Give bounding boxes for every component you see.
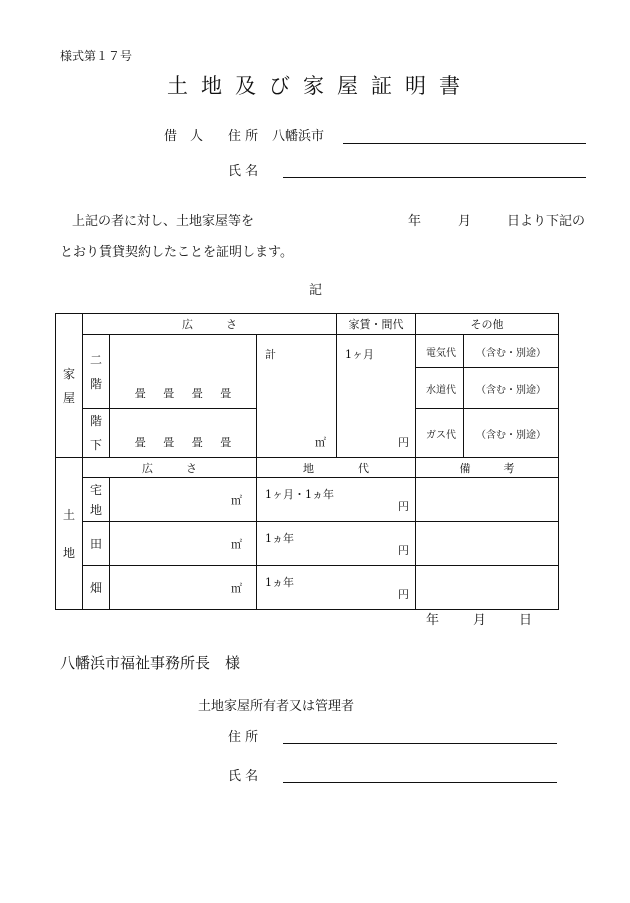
house-area-header: 広 さ	[83, 314, 337, 335]
body-line2: とおり賃貸契約したことを証明します。	[60, 245, 293, 260]
body-month: 月	[458, 214, 472, 229]
floor2-tatami-cell[interactable]	[110, 335, 257, 409]
land-area-paddy-cell[interactable]	[110, 522, 257, 566]
fee-electric-note[interactable]: （含む・別途）	[464, 335, 559, 368]
land-rent-header: 地 代	[257, 458, 416, 478]
land-remarks-residential-cell[interactable]	[416, 478, 559, 522]
body-year: 年	[408, 214, 422, 229]
fee-gas-note[interactable]: （含む・別途）	[464, 409, 559, 458]
fee-electric-label: 電気代	[416, 335, 464, 368]
total-label: 計	[265, 348, 276, 361]
land-rent-paddy-yen: 円	[398, 544, 410, 557]
date-year: 年	[426, 613, 440, 628]
form-number: 様式第１７号	[60, 49, 133, 63]
fee-gas-label: ガス代	[416, 409, 464, 458]
land-area-paddy-unit: ㎡	[231, 537, 242, 551]
land-type-residential: 宅 地	[83, 478, 110, 522]
land-area-field-cell[interactable]	[110, 566, 257, 610]
house-section-label: 家 屋	[56, 314, 83, 458]
land-rent-field-cell[interactable]	[257, 566, 416, 610]
document-title: 土地及び家屋証明書	[167, 74, 473, 98]
floor2-tatami-units: 畳 畳 畳 畳	[134, 387, 232, 400]
house-total-cell[interactable]	[257, 335, 337, 458]
date-day: 日	[519, 613, 533, 628]
date-month: 月	[473, 613, 487, 628]
owner-title: 土地家屋所有者又は管理者	[198, 699, 355, 714]
house-rent-header: 家賃・間代	[337, 314, 416, 335]
owner-name-field[interactable]	[283, 782, 557, 783]
land-area-residential-cell[interactable]	[110, 478, 257, 522]
land-type-field: 畑	[83, 566, 110, 610]
land-rent-residential-period: 1ヶ月・1ヵ年	[265, 488, 334, 501]
body-line1-prefix: 上記の者に対し、土地家屋等を	[72, 214, 255, 229]
land-area-field-unit: ㎡	[231, 581, 242, 595]
tenant-name-field[interactable]	[283, 177, 586, 178]
owner-address-label: 住 所	[228, 730, 259, 745]
land-area-header: 広 さ	[83, 458, 257, 478]
floor1-tatami-units: 畳 畳 畳 畳	[134, 436, 232, 449]
tenant-address-field[interactable]	[343, 143, 586, 144]
floor1-label: 階 下	[83, 409, 110, 458]
floor2-label: 二 階	[83, 335, 110, 409]
owner-address-field[interactable]	[283, 743, 557, 744]
land-remarks-paddy-cell[interactable]	[416, 522, 559, 566]
land-rent-field-period: 1ヵ年	[265, 576, 294, 589]
rent-yen-unit: 円	[398, 436, 410, 449]
land-section-label: 土 地	[56, 458, 83, 610]
tenant-name-label: 氏 名	[228, 164, 259, 179]
certificate-table	[55, 313, 559, 610]
land-rent-residential-yen: 円	[398, 500, 410, 513]
house-rent-cell[interactable]	[337, 335, 416, 458]
fee-water-label: 水道代	[416, 368, 464, 409]
ki-label: 記	[309, 283, 323, 298]
tenant-address-label: 住 所	[228, 129, 259, 144]
tenant-label: 借 人	[164, 129, 204, 144]
land-rent-residential-cell[interactable]	[257, 478, 416, 522]
tenant-address-value: 八幡浜市	[272, 129, 325, 144]
floor1-tatami-cell[interactable]	[110, 409, 257, 458]
fee-water-note[interactable]: （含む・別途）	[464, 368, 559, 409]
land-area-residential-unit: ㎡	[231, 493, 242, 507]
land-remarks-field-cell[interactable]	[416, 566, 559, 610]
body-line1-suffix: 日より下記の	[507, 214, 586, 229]
owner-name-label: 氏 名	[228, 769, 259, 784]
rent-period: 1ヶ月	[345, 348, 375, 361]
house-other-header: その他	[416, 314, 559, 335]
land-rent-paddy-cell[interactable]	[257, 522, 416, 566]
land-remarks-header: 備 考	[416, 458, 559, 478]
total-sqm-unit: ㎡	[315, 436, 327, 449]
addressee: 八幡浜市福祉事務所長 様	[60, 654, 241, 672]
land-type-paddy: 田	[83, 522, 110, 566]
land-rent-paddy-period: 1ヵ年	[265, 532, 294, 545]
land-rent-field-yen: 円	[398, 588, 410, 601]
